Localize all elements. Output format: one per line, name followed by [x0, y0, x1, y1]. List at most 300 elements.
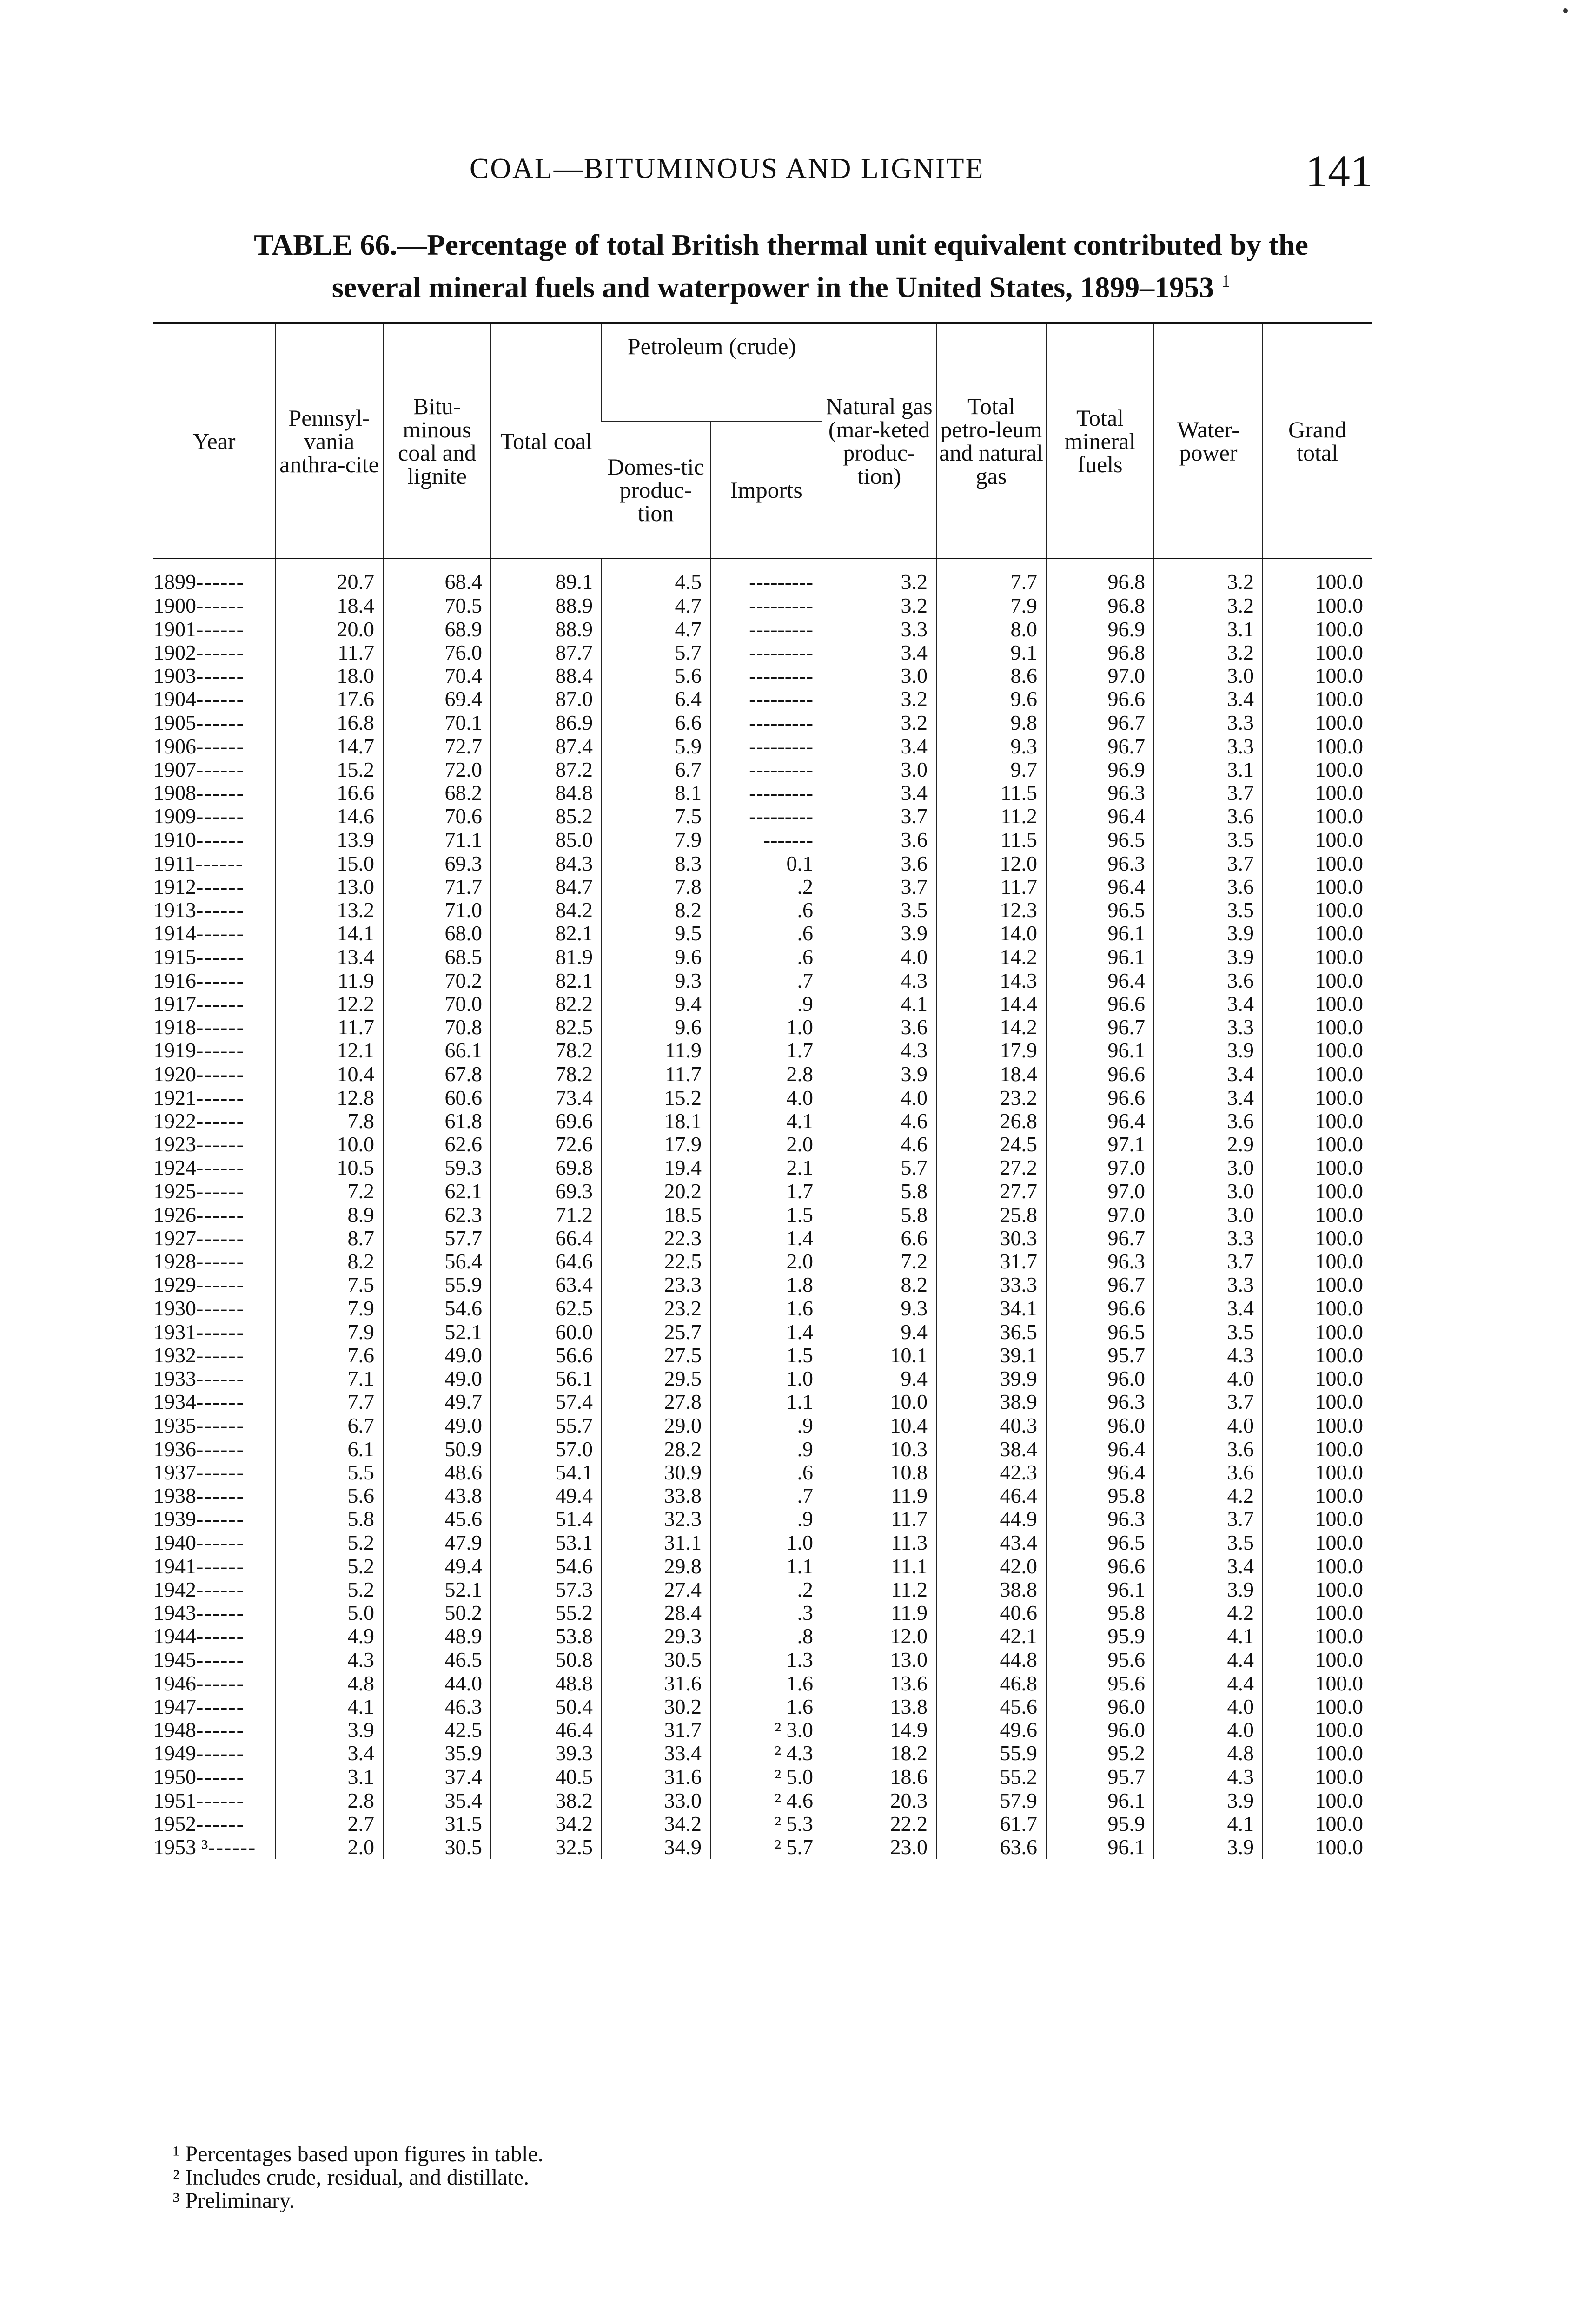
cell-total-mineral: 96.3 [1046, 781, 1154, 805]
cell-year: 1909------ [153, 804, 245, 828]
cell-bituminous: 46.3 [383, 1695, 491, 1718]
leader-dots: ------ [196, 1203, 245, 1227]
cell-total-mineral: 96.6 [1046, 1555, 1154, 1578]
cell-total-coal: 38.2 [491, 1789, 602, 1812]
cell-domestic: 31.1 [602, 1531, 710, 1555]
cell-imports: --------- [710, 687, 822, 711]
cell-year: 1914------ [153, 921, 245, 945]
cell-waterpower: 3.3 [1154, 1016, 1263, 1039]
cell-domestic: 4.5 [602, 559, 710, 594]
cell-grand-total: 100.0 [1263, 1555, 1372, 1578]
table-body [153, 559, 1372, 1859]
cell-domestic: 33.0 [602, 1789, 710, 1812]
cell-domestic: 29.0 [602, 1413, 710, 1438]
cell-domestic: 5.9 [602, 735, 710, 758]
leader-dots: ------ [196, 1695, 245, 1718]
table-row [153, 1624, 1372, 1648]
cell-imports: ² 4.3 [710, 1742, 822, 1765]
table-row [153, 1296, 1372, 1320]
table-row [153, 1765, 1372, 1789]
cell-pa-anthracite: 18.4 [275, 594, 383, 618]
cell-waterpower: 3.4 [1154, 1296, 1263, 1320]
table-row [153, 1555, 1372, 1578]
cell-domestic: 33.4 [602, 1742, 710, 1765]
cell-total-petroleum-gas: 42.3 [936, 1461, 1046, 1484]
caption-line-1: TABLE 66.—Percentage of total British thermal unit equivalent contributed by the [254, 228, 1308, 261]
header-natural-gas: Natural gas (mar-keted produc-tion) [822, 323, 936, 558]
cell-total-coal: 60.0 [491, 1320, 602, 1344]
cell-waterpower: 3.3 [1154, 735, 1263, 758]
cell-pa-anthracite: 14.1 [275, 922, 383, 945]
cell-total-mineral: 96.6 [1046, 687, 1154, 711]
cell-imports: ² 4.6 [710, 1789, 822, 1812]
leader-dots: ------ [196, 1179, 245, 1203]
cell-natural-gas: 3.4 [822, 641, 936, 664]
cell-total-mineral: 96.7 [1046, 1227, 1154, 1250]
cell-grand-total: 100.0 [1263, 618, 1372, 641]
cell-domestic: 9.6 [602, 1016, 710, 1039]
cell-domestic: 29.3 [602, 1624, 710, 1648]
cell-total-petroleum-gas: 17.9 [936, 1039, 1046, 1062]
cell-total-coal: 89.1 [491, 559, 602, 594]
cell-total-petroleum-gas: 7.7 [936, 559, 1046, 594]
cell-pa-anthracite: 3.9 [275, 1718, 383, 1742]
cell-domestic: 5.6 [602, 664, 710, 687]
cell-grand-total: 100.0 [1263, 1648, 1372, 1672]
cell-pa-anthracite: 3.4 [275, 1742, 383, 1765]
leader-dots: ------ [196, 898, 245, 922]
cell-imports: ² 5.7 [710, 1835, 822, 1859]
cell-total-mineral: 96.1 [1046, 922, 1154, 945]
cell-total-mineral: 95.7 [1046, 1344, 1154, 1367]
cell-pa-anthracite: 14.6 [275, 805, 383, 828]
cell-waterpower: 3.9 [1154, 1578, 1263, 1601]
cell-pa-anthracite: 7.1 [275, 1367, 383, 1390]
cell-domestic: 30.2 [602, 1695, 710, 1718]
cell-grand-total: 100.0 [1263, 1039, 1372, 1062]
cell-bituminous: 72.7 [383, 735, 491, 758]
cell-year: 1950------ [153, 1765, 245, 1789]
cell-total-petroleum-gas: 14.0 [936, 922, 1046, 945]
cell-total-mineral: 95.2 [1046, 1742, 1154, 1765]
cell-bituminous: 42.5 [383, 1718, 491, 1742]
cell-waterpower: 4.4 [1154, 1648, 1263, 1672]
cell-natural-gas: 5.7 [822, 1156, 936, 1179]
table-caption [153, 227, 1409, 305]
cell-pa-anthracite: 11.7 [275, 1016, 383, 1039]
cell-total-petroleum-gas: 9.1 [936, 641, 1046, 664]
cell-pa-anthracite: 13.9 [275, 828, 383, 852]
table-row [153, 1507, 1372, 1531]
leader-dots: ------ [196, 1343, 245, 1367]
table-row [153, 1062, 1372, 1086]
cell-total-coal: 53.8 [491, 1624, 602, 1648]
cell-bituminous: 70.2 [383, 969, 491, 992]
cell-natural-gas: 10.3 [822, 1438, 936, 1461]
cell-bituminous: 70.6 [383, 805, 491, 828]
cell-waterpower: 3.7 [1154, 1507, 1263, 1531]
cell-imports: 1.3 [710, 1648, 822, 1672]
table-row [153, 594, 1372, 618]
table-row [153, 711, 1372, 735]
cell-total-coal: 64.6 [491, 1250, 602, 1273]
leader-dots: ------ [196, 594, 245, 617]
cell-year: 1932------ [153, 1343, 245, 1367]
cell-total-mineral: 96.6 [1046, 1062, 1154, 1086]
cell-total-coal: 88.9 [491, 618, 602, 641]
cell-year: 1935------ [153, 1413, 245, 1437]
cell-natural-gas: 3.6 [822, 828, 936, 852]
cell-waterpower: 3.4 [1154, 992, 1263, 1016]
footnotes [173, 2143, 543, 2212]
cell-natural-gas: 18.2 [822, 1742, 936, 1765]
cell-total-coal: 78.2 [491, 1062, 602, 1086]
cell-total-petroleum-gas: 9.3 [936, 735, 1046, 758]
cell-grand-total: 100.0 [1263, 1461, 1372, 1484]
cell-year: 1930------ [153, 1296, 245, 1320]
cell-grand-total: 100.0 [1263, 922, 1372, 945]
cell-total-petroleum-gas: 39.1 [936, 1344, 1046, 1367]
cell-imports: ² 5.0 [710, 1765, 822, 1789]
cell-total-mineral: 96.0 [1046, 1695, 1154, 1718]
cell-natural-gas: 3.4 [822, 781, 936, 805]
cell-bituminous: 49.0 [383, 1413, 491, 1438]
cell-total-coal: 53.1 [491, 1531, 602, 1555]
cell-waterpower: 3.6 [1154, 1109, 1263, 1133]
cell-waterpower: 3.4 [1154, 1555, 1263, 1578]
table-row [153, 898, 1372, 922]
cell-imports: .6 [710, 922, 822, 945]
cell-pa-anthracite: 10.5 [275, 1156, 383, 1179]
table-row [153, 1718, 1372, 1742]
cell-natural-gas: 11.2 [822, 1578, 936, 1601]
cell-total-mineral: 96.1 [1046, 1039, 1154, 1062]
cell-bituminous: 48.6 [383, 1461, 491, 1484]
cell-grand-total: 100.0 [1263, 1367, 1372, 1390]
cell-bituminous: 44.0 [383, 1672, 491, 1695]
table-row [153, 1742, 1372, 1765]
cell-bituminous: 57.7 [383, 1227, 491, 1250]
cell-total-petroleum-gas: 42.1 [936, 1624, 1046, 1648]
cell-total-coal: 82.5 [491, 1016, 602, 1039]
table-row [153, 664, 1372, 687]
cell-year: 1911------ [153, 852, 244, 875]
cell-domestic: 6.4 [602, 687, 710, 711]
table-row [153, 1601, 1372, 1624]
cell-total-petroleum-gas: 42.0 [936, 1555, 1046, 1578]
cell-year: 1901------ [153, 617, 245, 641]
cell-domestic: 25.7 [602, 1320, 710, 1344]
cell-imports: --------- [710, 735, 822, 758]
cell-bituminous: 45.6 [383, 1507, 491, 1531]
leader-dots: ------ [196, 1789, 245, 1812]
leader-dots: ------ [196, 1648, 245, 1671]
cell-waterpower: 3.0 [1154, 1203, 1263, 1227]
cell-total-petroleum-gas: 8.6 [936, 664, 1046, 687]
cell-total-mineral: 96.4 [1046, 805, 1154, 828]
leader-dots: ------ [196, 1624, 245, 1648]
cell-waterpower: 4.3 [1154, 1344, 1263, 1367]
cell-grand-total: 100.0 [1263, 1742, 1372, 1765]
cell-total-coal: 69.3 [491, 1179, 602, 1203]
cell-total-coal: 82.1 [491, 969, 602, 992]
cell-pa-anthracite: 17.6 [275, 687, 383, 711]
cell-pa-anthracite: 2.0 [275, 1835, 383, 1859]
cell-grand-total: 100.0 [1263, 875, 1372, 898]
cell-total-coal: 50.4 [491, 1695, 602, 1718]
cell-imports: .7 [710, 1484, 822, 1507]
cell-natural-gas: 14.9 [822, 1718, 936, 1742]
cell-year: 1925------ [153, 1179, 245, 1203]
table-row [153, 1812, 1372, 1835]
cell-total-coal: 39.3 [491, 1742, 602, 1765]
table-row [153, 1039, 1372, 1062]
cell-waterpower: 3.0 [1154, 1179, 1263, 1203]
cell-total-coal: 73.4 [491, 1086, 602, 1109]
cell-total-mineral: 96.0 [1046, 1413, 1154, 1438]
cell-total-petroleum-gas: 44.9 [936, 1507, 1046, 1531]
cell-total-coal: 84.7 [491, 875, 602, 898]
cell-bituminous: 52.1 [383, 1578, 491, 1601]
cell-total-mineral: 97.0 [1046, 664, 1154, 687]
cell-bituminous: 48.9 [383, 1624, 491, 1648]
cell-grand-total: 100.0 [1263, 1320, 1372, 1344]
cell-total-coal: 87.0 [491, 687, 602, 711]
cell-imports: 1.8 [710, 1273, 822, 1296]
cell-natural-gas: 7.2 [822, 1250, 936, 1273]
leader-dots: ------ [196, 1249, 245, 1273]
cell-total-petroleum-gas: 49.6 [936, 1718, 1046, 1742]
cell-total-mineral: 96.9 [1046, 618, 1154, 641]
table-row [153, 758, 1372, 781]
cell-pa-anthracite: 13.4 [275, 945, 383, 969]
cell-total-coal: 82.2 [491, 992, 602, 1016]
cell-grand-total: 100.0 [1263, 1109, 1372, 1133]
cell-year: 1919------ [153, 1038, 245, 1062]
leader-dots: ------ [196, 1015, 245, 1039]
cell-pa-anthracite: 2.8 [275, 1789, 383, 1812]
cell-total-mineral: 96.3 [1046, 852, 1154, 875]
cell-domestic: 27.4 [602, 1578, 710, 1601]
cell-pa-anthracite: 18.0 [275, 664, 383, 687]
cell-bituminous: 70.1 [383, 711, 491, 735]
cell-total-mineral: 96.7 [1046, 711, 1154, 735]
cell-pa-anthracite: 8.7 [275, 1227, 383, 1250]
cell-year: 1928------ [153, 1249, 245, 1273]
cell-imports: .9 [710, 1413, 822, 1438]
cell-waterpower: 3.0 [1154, 664, 1263, 687]
cell-natural-gas: 3.7 [822, 805, 936, 828]
cell-imports: .2 [710, 1578, 822, 1601]
table-row [153, 875, 1372, 898]
cell-pa-anthracite: 12.8 [275, 1086, 383, 1109]
cell-grand-total: 100.0 [1263, 1273, 1372, 1296]
cell-year: 1905------ [153, 711, 245, 734]
cell-domestic: 9.3 [602, 969, 710, 992]
cell-bituminous: 71.7 [383, 875, 491, 898]
cell-grand-total: 100.0 [1263, 1250, 1372, 1273]
cell-imports: 1.5 [710, 1203, 822, 1227]
cell-total-coal: 84.8 [491, 781, 602, 805]
cell-total-mineral: 96.7 [1046, 1273, 1154, 1296]
cell-grand-total: 100.0 [1263, 1507, 1372, 1531]
cell-waterpower: 3.9 [1154, 922, 1263, 945]
cell-imports: .9 [710, 1507, 822, 1531]
cell-bituminous: 47.9 [383, 1531, 491, 1555]
cell-imports: 1.1 [710, 1390, 822, 1413]
cell-domestic: 27.5 [602, 1344, 710, 1367]
leader-dots: ------ [196, 1132, 245, 1156]
table-row [153, 922, 1372, 945]
cell-domestic: 23.3 [602, 1273, 710, 1296]
cell-year: 1941------ [153, 1554, 245, 1578]
cell-total-petroleum-gas: 57.9 [936, 1789, 1046, 1812]
cell-natural-gas: 13.0 [822, 1648, 936, 1672]
cell-total-petroleum-gas: 18.4 [936, 1062, 1046, 1086]
cell-total-petroleum-gas: 14.4 [936, 992, 1046, 1016]
cell-bituminous: 68.4 [383, 559, 491, 594]
leader-dots: ------ [196, 1601, 245, 1624]
cell-year: 1949------ [153, 1741, 245, 1765]
cell-bituminous: 59.3 [383, 1156, 491, 1179]
cell-total-petroleum-gas: 8.0 [936, 618, 1046, 641]
table-row [153, 805, 1372, 828]
cell-total-mineral: 97.0 [1046, 1203, 1154, 1227]
cell-pa-anthracite: 5.6 [275, 1484, 383, 1507]
leader-dots: ------ [196, 1741, 245, 1765]
cell-grand-total: 100.0 [1263, 992, 1372, 1016]
cell-grand-total: 100.0 [1263, 711, 1372, 735]
cell-total-coal: 82.1 [491, 922, 602, 945]
cell-natural-gas: 22.2 [822, 1812, 936, 1835]
cell-total-mineral: 95.6 [1046, 1648, 1154, 1672]
cell-total-coal: 71.2 [491, 1203, 602, 1227]
cell-total-coal: 57.3 [491, 1578, 602, 1601]
leader-dots: ------ [196, 1718, 245, 1742]
header-pa-anthracite: Pennsyl-vania anthra-cite [275, 323, 383, 558]
cell-domestic: 8.2 [602, 898, 710, 922]
cell-imports: 4.1 [710, 1109, 822, 1133]
table-row [153, 687, 1372, 711]
footnote-2: ² Includes crude, residual, and distillate. [173, 2165, 530, 2190]
cell-bituminous: 54.6 [383, 1296, 491, 1320]
cell-year: 1906------ [153, 734, 245, 758]
cell-grand-total: 100.0 [1263, 1578, 1372, 1601]
cell-bituminous: 52.1 [383, 1320, 491, 1344]
cell-year: 1926------ [153, 1203, 245, 1227]
header-total-coal: Total coal [491, 323, 602, 558]
cell-total-mineral: 96.7 [1046, 735, 1154, 758]
cell-bituminous: 30.5 [383, 1835, 491, 1859]
cell-year: 1951------ [153, 1789, 245, 1812]
cell-total-mineral: 96.8 [1046, 594, 1154, 618]
cell-grand-total: 100.0 [1263, 1438, 1372, 1461]
cell-bituminous: 31.5 [383, 1812, 491, 1835]
cell-total-petroleum-gas: 55.2 [936, 1765, 1046, 1789]
cell-total-coal: 81.9 [491, 945, 602, 969]
cell-total-coal: 88.9 [491, 594, 602, 618]
header-total-mineral: Total mineral fuels [1046, 323, 1154, 558]
cell-pa-anthracite: 15.2 [275, 758, 383, 781]
table-row [153, 559, 1372, 594]
cell-waterpower: 3.7 [1154, 1250, 1263, 1273]
cell-imports: 2.1 [710, 1156, 822, 1179]
cell-imports: 1.0 [710, 1016, 822, 1039]
cell-total-mineral: 95.8 [1046, 1484, 1154, 1507]
cell-pa-anthracite: 7.2 [275, 1179, 383, 1203]
cell-year: 1904------ [153, 687, 245, 711]
cell-grand-total: 100.0 [1263, 735, 1372, 758]
cell-domestic: 6.6 [602, 711, 710, 735]
cell-total-coal: 56.6 [491, 1344, 602, 1367]
cell-total-coal: 69.6 [491, 1109, 602, 1133]
cell-grand-total: 100.0 [1263, 805, 1372, 828]
leader-dots: ------ [196, 758, 245, 781]
leader-dots: ------ [196, 1226, 245, 1250]
cell-total-coal: 48.8 [491, 1672, 602, 1695]
cell-total-coal: 87.4 [491, 735, 602, 758]
cell-imports: .7 [710, 969, 822, 992]
cell-natural-gas: 9.3 [822, 1296, 936, 1320]
cell-waterpower: 3.6 [1154, 1438, 1263, 1461]
cell-waterpower: 3.4 [1154, 1086, 1263, 1109]
cell-total-petroleum-gas: 9.6 [936, 687, 1046, 711]
cell-total-petroleum-gas: 24.5 [936, 1133, 1046, 1156]
cell-total-mineral: 97.0 [1046, 1179, 1154, 1203]
cell-total-mineral: 96.4 [1046, 1438, 1154, 1461]
cell-waterpower: 4.1 [1154, 1624, 1263, 1648]
cell-imports: 1.1 [710, 1555, 822, 1578]
cell-grand-total: 100.0 [1263, 1835, 1372, 1859]
cell-natural-gas: 10.1 [822, 1344, 936, 1367]
table-row [153, 1273, 1372, 1296]
cell-pa-anthracite: 16.6 [275, 781, 383, 805]
cell-waterpower: 3.7 [1154, 781, 1263, 805]
cell-pa-anthracite: 12.1 [275, 1039, 383, 1062]
cell-bituminous: 70.4 [383, 664, 491, 687]
cell-pa-anthracite: 3.1 [275, 1765, 383, 1789]
cell-total-mineral: 96.1 [1046, 1835, 1154, 1859]
cell-domestic: 29.5 [602, 1367, 710, 1390]
cell-waterpower: 3.6 [1154, 805, 1263, 828]
cell-bituminous: 50.9 [383, 1438, 491, 1461]
table-row [153, 1227, 1372, 1250]
cell-pa-anthracite: 13.2 [275, 898, 383, 922]
cell-natural-gas: 4.6 [822, 1109, 936, 1133]
cell-domestic: 28.4 [602, 1601, 710, 1624]
cell-total-coal: 32.5 [491, 1835, 602, 1859]
cell-year: 1922------ [153, 1109, 245, 1133]
leader-dots: ------ [196, 945, 245, 969]
cell-natural-gas: 13.6 [822, 1672, 936, 1695]
cell-total-petroleum-gas: 39.9 [936, 1367, 1046, 1390]
cell-domestic: 30.5 [602, 1648, 710, 1672]
cell-total-mineral: 96.3 [1046, 1507, 1154, 1531]
cell-total-petroleum-gas: 38.9 [936, 1390, 1046, 1413]
cell-total-petroleum-gas: 63.6 [936, 1835, 1046, 1859]
cell-waterpower: 3.9 [1154, 945, 1263, 969]
cell-imports: 1.0 [710, 1531, 822, 1555]
cell-total-mineral: 96.0 [1046, 1718, 1154, 1742]
cell-grand-total: 100.0 [1263, 898, 1372, 922]
table-row [153, 1648, 1372, 1672]
cell-bituminous: 50.2 [383, 1601, 491, 1624]
cell-bituminous: 69.3 [383, 852, 491, 875]
cell-natural-gas: 5.8 [822, 1179, 936, 1203]
cell-pa-anthracite: 14.7 [275, 735, 383, 758]
table-row [153, 945, 1372, 969]
cell-waterpower: 3.0 [1154, 1156, 1263, 1179]
